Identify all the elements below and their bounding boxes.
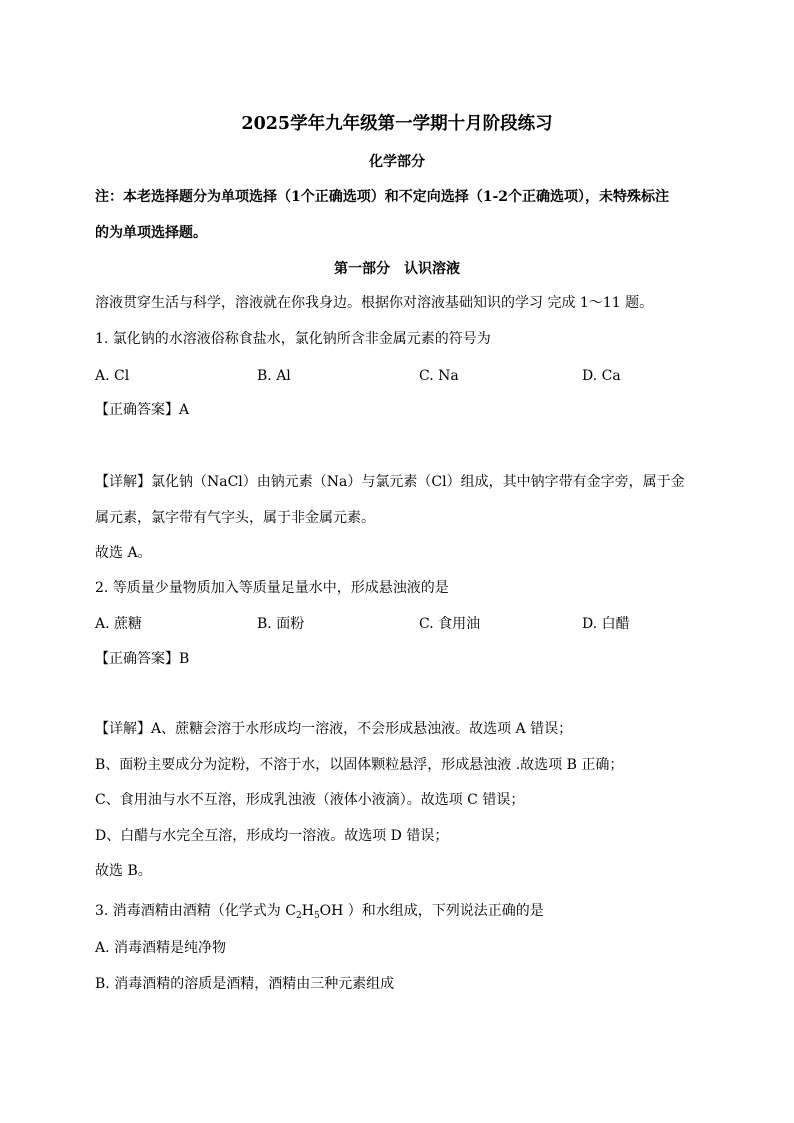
section-heading: 第一部分 认识溶液	[334, 261, 460, 277]
q2-detail-line-4: D、白醋与水完全互溶，形成均一溶液。故选项 D 错误；	[95, 828, 449, 844]
note-line-1: 注：本老选择题分为单项选择（1个正确选项）和不定向选择（1-2个正确选项），未特殊标注	[95, 189, 670, 205]
q1-option-a: A. Cl	[95, 368, 130, 384]
q2-option-c: C. 食用油	[419, 616, 481, 632]
q2-conclusion: 故选 B。	[95, 863, 152, 879]
q1-detail-line-1: 【详解】氯化钠（NaCl）由钠元素（Na）与氯元素（Cl）组成，其中钠字带有金字旁，属于金	[95, 474, 685, 490]
q3-stem-before: 3. 消毒酒精由酒精（化学式为	[95, 903, 286, 919]
ethanol-formula: $C_2H_5OH$	[285, 903, 344, 921]
q1-option-c: C. Na	[419, 368, 459, 384]
q1-answer: 【正确答案】A	[95, 402, 190, 418]
note-line-2: 的为单项选择题。	[95, 225, 207, 241]
q3-option-b: B. 消毒酒精的溶质是酒精，酒精由三种元素组成	[95, 976, 395, 992]
q3-stem	[95, 901, 699, 921]
q2-stem: 2. 等质量少量物质加入等质量足量水中，形成悬浊液的是	[95, 580, 449, 596]
q1-option-d: D. Ca	[582, 368, 621, 384]
q2-option-a: A. 蔗糖	[95, 616, 143, 632]
q1-option-b: B. Al	[257, 368, 291, 384]
q2-detail-line-1: 【详解】A、蔗糖会溶于水形成均一溶液，不会形成悬浊液。故选项 A 错误；	[95, 721, 573, 737]
section-intro: 溶液贯穿生活与科学，溶液就在你我身边。根据你对溶液基础知识的学习 完成 1～11 题。	[95, 295, 654, 311]
q2-option-b: B. 面粉	[257, 616, 305, 632]
q2-detail-line-3: C、食用油与水不互溶，形成乳浊液（液体小液滴）。故选项 C 错误；	[95, 792, 525, 808]
q2-answer: 【正确答案】B	[95, 651, 190, 667]
q1-conclusion: 故选 A。	[95, 545, 152, 561]
page-title: 2025学年九年级第一学期十月阶段练习	[241, 114, 553, 134]
q1-stem: 1. 氯化钠的水溶液俗称食盐水，氯化钠所含非金属元素的符号为	[95, 331, 491, 347]
q3-option-a: A. 消毒酒精是纯净物	[95, 940, 227, 956]
q3-stem-after: ）和水组成，下列说法正确的是	[343, 903, 544, 919]
q2-option-d: D. 白醋	[582, 616, 630, 632]
q2-detail-line-2: B、面粉主要成分为淀粉，不溶于水，以固体颗粒悬浮，形成悬浊液 .故选项 B 正确；	[95, 757, 624, 773]
page-subtitle: 化学部分	[369, 154, 425, 170]
q1-detail-line-2: 属元素，氯字带有气字头，属于非金属元素。	[95, 510, 375, 526]
